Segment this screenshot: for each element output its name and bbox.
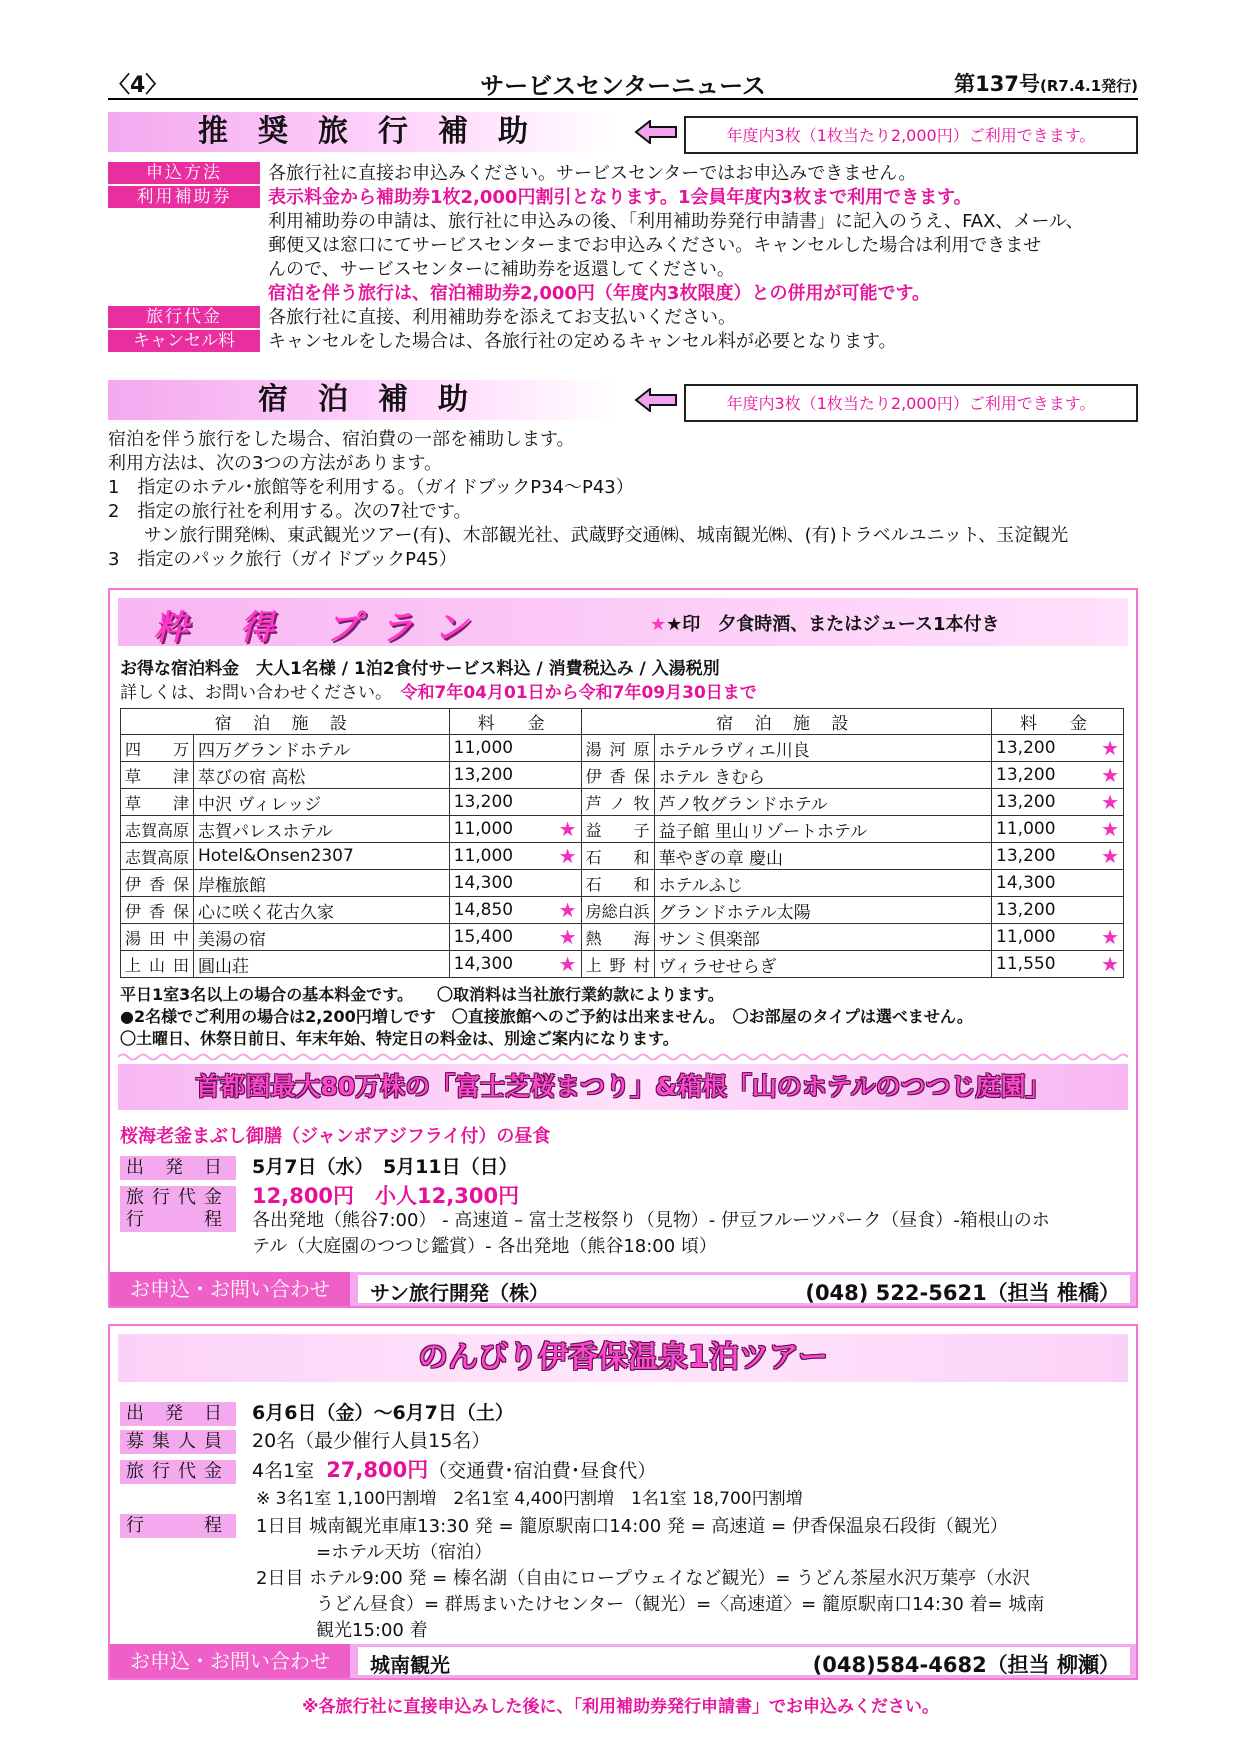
- fee-cell: 13,200: [992, 735, 1097, 762]
- tour1-depart-label: 出発日: [120, 1156, 236, 1180]
- area-cell: 熱海: [581, 924, 654, 951]
- facility-cell: 心に咲く花古久家: [194, 897, 450, 924]
- tour2-price-note: ※ 3名1室 1,100円割増 2名1室 4,400円割増 1名1室 18,700円割増: [256, 1489, 803, 1509]
- area-cell: 房総白浜: [581, 897, 654, 924]
- plan-header: [118, 598, 1128, 646]
- tour1-contact-bar: [110, 1272, 1136, 1306]
- facility-cell: 四万グランドホテル: [194, 735, 450, 762]
- fee-cell: 14,300: [449, 951, 554, 978]
- fee-header: 料 金: [449, 709, 581, 735]
- tour2-contact-label: お申込・お問い合わせ: [110, 1644, 350, 1678]
- area-cell: 志賀高原: [121, 816, 194, 843]
- tour1-itin-label: 行程: [120, 1208, 236, 1232]
- tour2-company: 城南観光: [370, 1653, 450, 1677]
- plan-note: ●2名様でご利用の場合は2,200円増しです 〇直接旅館へのご予約は出来ません。 〇お部屋のタイプは選べません。: [120, 1007, 973, 1026]
- fee-cell: 13,200: [992, 762, 1097, 789]
- tour2-day2-line3: 観光15:00 着: [316, 1620, 428, 1641]
- tour1-price: 12,800円 小人12,300円: [252, 1184, 520, 1208]
- star-icon: ★: [1097, 816, 1124, 843]
- lodging-title-text: 宿 泊 補 助: [258, 382, 468, 417]
- table-row: [121, 924, 1124, 951]
- tour2-title: のんびり伊香保温泉1泊ツアー: [418, 1340, 828, 1375]
- label-fee: 旅行代金: [108, 306, 260, 328]
- cancel-row: [108, 330, 1138, 354]
- fee-cell: 13,200: [449, 789, 554, 816]
- tour2-day2-line2: うどん昼食）= 群馬まいたけセンター（観光）=〈高速道〉= 籠原駅南口14:30 着= 城南: [316, 1594, 1045, 1615]
- tour2-people-label: 募集人員: [120, 1430, 236, 1454]
- tour2-day1-line1: 1日目 城南観光車庫13:30 発 = 籠原駅南口14:00 発 = 高速道 = 伊香保温泉石段街（観光）: [256, 1516, 1008, 1537]
- star-icon: [555, 870, 582, 897]
- label-ticket: 利用補助券: [108, 186, 260, 208]
- tour1-depart: 5月7日（水） 5月11日（日）: [252, 1156, 518, 1178]
- facility-cell: 圓山荘: [194, 951, 450, 978]
- fee-cell: 14,300: [449, 870, 554, 897]
- star-icon: ★: [1097, 951, 1124, 978]
- area-cell: 草津: [121, 789, 194, 816]
- facility-cell: 華やぎの章 慶山: [654, 843, 991, 870]
- tour2-contact-bar: [110, 1644, 1136, 1678]
- star-icon: ★: [1097, 789, 1124, 816]
- plan-subtitle: お得な宿泊料金 大人1名様 / 1泊2食付サービス料込 / 消費税込み / 入湯税別: [120, 659, 720, 679]
- star-note-text: ★印 夕食時酒、またはジュース1本付き: [666, 614, 1000, 635]
- tour2-depart: 6月6日（金）～6月7日（土）: [252, 1402, 514, 1424]
- facility-cell: ホテルラヴィエ川良: [654, 735, 991, 762]
- wavy-divider: [118, 1052, 1128, 1062]
- tour2-depart-label: 出発日: [120, 1402, 236, 1426]
- tour2-itin-label: 行程: [120, 1514, 236, 1538]
- ticket-discount-text: 表示料金から補助券1枚2,000円割引となります。1会員年度内3枚まで利用できます。: [268, 187, 972, 208]
- facility-cell: 芦ノ牧グランドホテル: [654, 789, 991, 816]
- area-cell: 益子: [581, 816, 654, 843]
- star-icon: ★: [555, 897, 582, 924]
- lodging-limit-note: 年度内3枚（1枚当たり2,000円）ご利用できます。: [684, 384, 1138, 422]
- ticket-combo-text: 宿泊を伴う旅行は、宿泊補助券2,000円（年度内3枚限度）との併用が可能です。: [268, 283, 931, 304]
- area-cell: 伊香保: [121, 897, 194, 924]
- lodging-line: 2 指定の旅行社を利用する。次の7社です。: [108, 501, 472, 522]
- star-icon: [555, 762, 582, 789]
- facility-cell: 美湯の宿: [194, 924, 450, 951]
- star-icon: ★: [555, 816, 582, 843]
- facility-cell: 萃びの宿 高松: [194, 762, 450, 789]
- tour2-title-bar: [118, 1334, 1128, 1382]
- facility-cell: 中沢 ヴィレッジ: [194, 789, 450, 816]
- tour1-title-bar: [118, 1064, 1128, 1110]
- fee-text: 各旅行社に直接、利用補助券を添えてお支払いください。: [268, 307, 736, 328]
- star-icon: ★: [555, 843, 582, 870]
- table-row: [121, 870, 1124, 897]
- facility-cell: Hotel&Onsen2307: [194, 843, 450, 870]
- fee-cell: 11,000: [992, 924, 1097, 951]
- ticket-detail-2: 郵便又は窓口にてサービスセンターまでお申込みください。キャンセルした場合は利用できませ: [268, 235, 1042, 256]
- fee-cell: 11,000: [449, 735, 554, 762]
- tour1-price-label: 旅行代金: [120, 1186, 236, 1210]
- tour1-itin-line1: 各出発地（熊谷7:00） - 高速道 – 富士芝桜祭り（見物）- 伊豆フルーツパーク（昼食）-箱根山のホ: [252, 1210, 1050, 1231]
- tour1-itinerary-row: [120, 1208, 1120, 1260]
- tour2-itinerary-row: [120, 1514, 1120, 1644]
- facility-cell: ホテルふじ: [654, 870, 991, 897]
- fee-cell: 15,400: [449, 924, 554, 951]
- plan-detail: [120, 678, 757, 703]
- facility-cell: 志賀パレスホテル: [194, 816, 450, 843]
- facility-cell: ヴィラせせらぎ: [654, 951, 991, 978]
- fee-cell: 11,550: [992, 951, 1097, 978]
- table-row: [121, 789, 1124, 816]
- facility-cell: サンミ倶楽部: [654, 924, 991, 951]
- tour1-contact-info: [358, 1275, 1130, 1303]
- tour1-contact-label: お申込・お問い合わせ: [110, 1272, 350, 1306]
- table-row: [121, 843, 1124, 870]
- label-apply-method: 申込方法: [108, 162, 260, 184]
- lodging-line: 利用方法は、次の3つの方法があります。: [108, 453, 443, 474]
- star-icon: [1097, 870, 1124, 897]
- ticket-detail-1: 利用補助券の申請は、旅行社に申込みの後、「利用補助券発行申請書」に記入のうえ、FAX、メール、: [268, 211, 1084, 232]
- star-icon: [555, 735, 582, 762]
- area-cell: 伊香保: [581, 762, 654, 789]
- tour2-contact-info: [358, 1647, 1130, 1675]
- tour2-people-row: [120, 1426, 490, 1454]
- table-row: [121, 735, 1124, 762]
- tour1-price-row: [120, 1180, 519, 1210]
- facility-cell: 岸権旅館: [194, 870, 450, 897]
- issue-number: [954, 68, 1138, 98]
- table-row: [121, 951, 1124, 978]
- fee-cell: 14,300: [992, 870, 1097, 897]
- page-header: [108, 62, 1138, 100]
- area-cell: 草津: [121, 762, 194, 789]
- area-cell: 石和: [581, 843, 654, 870]
- newsletter-title: サービスセンターニュース: [480, 72, 766, 100]
- plan-inquire-text: 詳しくは、お問い合わせください。: [120, 683, 384, 703]
- left-arrow-icon: [634, 388, 678, 412]
- table-row: [121, 762, 1124, 789]
- star-icon: ★: [1097, 735, 1124, 762]
- facility-cell: 益子館 里山リゾートホテル: [654, 816, 991, 843]
- fee-cell: 11,000: [449, 843, 554, 870]
- tour2-price-label: 旅行代金: [120, 1460, 236, 1484]
- lodging-line: 宿泊を伴う旅行をした場合、宿泊費の一部を補助します。: [108, 429, 575, 450]
- tour1-title: 首都圏最大80万株の「富士芝桜まつり」&箱根「山のホテルのつつじ庭園」: [195, 1072, 1051, 1101]
- star-icon: [555, 789, 582, 816]
- fee-header: 料 金: [992, 709, 1124, 735]
- tour1-company: サン旅行開発（株）: [370, 1281, 549, 1305]
- fee-cell: 13,200: [992, 897, 1097, 924]
- lodging-price-table: [120, 708, 1124, 978]
- lodging-line: 3 指定のパック旅行（ガイドブックP45）: [108, 549, 457, 570]
- fee-cell: 14,850: [449, 897, 554, 924]
- facility-cell: ホテル きむら: [654, 762, 991, 789]
- area-cell: 志賀高原: [121, 843, 194, 870]
- table-row: [121, 897, 1124, 924]
- lodging-line: 1 指定のホテル･旅館等を利用する。（ガイドブックP34～P43）: [108, 477, 634, 498]
- facility-header: 宿 泊 施 設: [121, 709, 450, 735]
- tour2-price-includes: （交通費･宿泊費･昼食代）: [428, 1460, 657, 1482]
- star-icon: ★: [1097, 762, 1124, 789]
- page-number: 〈4〉: [108, 73, 168, 98]
- fee-cell: 11,000: [992, 816, 1097, 843]
- lodging-section-title: [108, 380, 618, 420]
- recommended-section-title: [108, 112, 618, 152]
- fee-cell: 13,200: [449, 762, 554, 789]
- tour2-room-type: 4名1室: [252, 1460, 315, 1482]
- area-cell: 伊香保: [121, 870, 194, 897]
- tour1-depart-row: [120, 1152, 518, 1180]
- star-icon: ★: [1097, 843, 1124, 870]
- tour2-price: 27,800円: [326, 1458, 429, 1482]
- ticket-detail-3: んので、サービスセンターに補助券を返還してください。: [268, 259, 735, 280]
- tour2-price-row: [120, 1454, 656, 1484]
- table-header-row: [121, 709, 1124, 735]
- area-cell: 湯田中: [121, 924, 194, 951]
- fee-row: [108, 306, 1138, 330]
- cancel-text: キャンセルをした場合は、各旅行社の定めるキャンセル料が必要となります。: [268, 331, 897, 352]
- apply-method-row: [108, 162, 1138, 186]
- plan-title: 粋 得 プラン: [154, 608, 488, 648]
- facility-header: 宿 泊 施 設: [581, 709, 991, 735]
- star-note: ★★印 夕食時酒、またはジュース1本付き: [650, 614, 1000, 635]
- tour2-people: 20名（最少催行人員15名）: [252, 1430, 491, 1452]
- apply-method-text: 各旅行社に直接お申込みください。サービスセンターではお申込みできません。: [268, 163, 917, 184]
- facility-cell: グランドホテル太陽: [654, 897, 991, 924]
- area-cell: 四万: [121, 735, 194, 762]
- fee-cell: 11,000: [449, 816, 554, 843]
- footer-note: ※各旅行社に直接申込みした後に、「利用補助券発行申請書」でお申込みください。: [301, 1697, 940, 1717]
- tour2-depart-row: [120, 1398, 514, 1426]
- tour1-meal: 桜海老釜まぶし御膳（ジャンボアジフライ付）の昼食: [120, 1126, 551, 1147]
- tour1-phone: (048) 522-5621（担当 椎橋）: [805, 1281, 1120, 1305]
- recommended-limit-note: 年度内3枚（1枚当たり2,000円）ご利用できます。: [684, 116, 1138, 154]
- left-arrow-icon: [634, 120, 678, 144]
- star-icon: ★: [555, 924, 582, 951]
- area-cell: 上野村: [581, 951, 654, 978]
- plan-period: 令和7年04月01日から令和7年09月30日まで: [400, 683, 757, 703]
- fee-cell: 13,200: [992, 843, 1097, 870]
- star-icon: ★: [555, 951, 582, 978]
- issue-label: 第137号: [954, 72, 1041, 96]
- area-cell: 芦ノ牧: [581, 789, 654, 816]
- star-icon: [1097, 897, 1124, 924]
- table-row: [121, 816, 1124, 843]
- plan-note: 〇土曜日、休祭日前日、年末年始、特定日の料金は、別途ご案内になります。: [120, 1029, 679, 1048]
- area-cell: 上山田: [121, 951, 194, 978]
- tour1-itin-line2: テル（大庭園のつつじ鑑賞）- 各出発地（熊谷18:00 頃）: [252, 1236, 717, 1257]
- issue-date: (R7.4.1発行): [1040, 77, 1138, 95]
- tour2-day1-line2: =ホテル天坊（宿泊）: [316, 1542, 493, 1563]
- tour2-day2-line1: 2日目 ホテル9:00 発 = 榛名湖（自由にロープウェイなど観光）= うどん茶屋水沢万葉亭（水沢: [256, 1568, 1031, 1589]
- tour2-phone: (048)584-4682（担当 柳瀬）: [812, 1653, 1120, 1677]
- lodging-line: サン旅行開発㈱、東武観光ツアー(有)、木部観光社、武蔵野交通㈱、城南観光㈱、(有)トラベルユニット、玉淀観光: [108, 525, 1069, 546]
- area-cell: 石和: [581, 870, 654, 897]
- ticket-row: [108, 186, 1138, 210]
- label-cancel: キャンセル料: [108, 330, 260, 352]
- plan-note: 平日1室3名以上の場合の基本料金です。 〇取消料は当社旅行業約款によります。: [120, 985, 724, 1004]
- recommended-title-text: 推 奨 旅 行 補 助: [198, 114, 528, 149]
- area-cell: 湯河原: [581, 735, 654, 762]
- fee-cell: 13,200: [992, 789, 1097, 816]
- star-icon: ★: [1097, 924, 1124, 951]
